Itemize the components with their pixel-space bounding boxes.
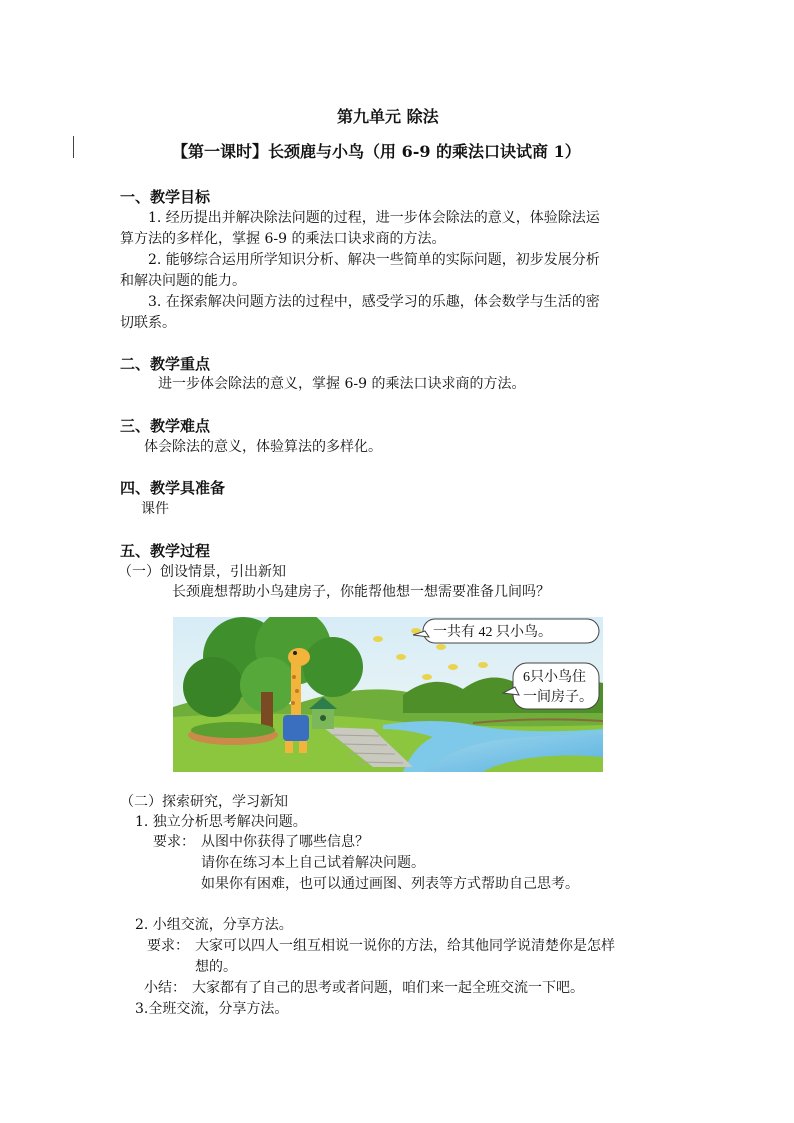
step1-requirement-2: 请你在练习本上自己试着解决问题。: [201, 855, 425, 871]
objective-1-line-1: 1. 经历提出并解决除法问题的过程，进一步体会除法的意义，体验除法运: [148, 210, 600, 226]
step2-requirement-line-2: 想的。: [195, 959, 237, 975]
step2-summary-text: 大家都有了自己的思考或者问题，咱们来一起全班交流一下吧。: [192, 980, 584, 996]
key-points-text: 进一步体会除法的意义，掌握 6-9 的乘法口诀求商的方法。: [158, 376, 526, 392]
objectives-heading: 一、教学目标: [120, 188, 211, 206]
bubble-2-line-1: 6只小鸟住: [523, 670, 586, 685]
step2-summary-label: 小结：: [144, 980, 186, 996]
difficulties-text: 体会除法的意义，体验算法的多样化。: [144, 439, 382, 455]
step3-title: 3.全班交流，分享方法。: [135, 1001, 289, 1017]
step1-requirement-label: 要求：: [153, 834, 195, 850]
margin-line: [73, 136, 74, 158]
step1-requirement-1: 从图中你获得了哪些信息？: [201, 834, 369, 850]
step2-title: 2. 小组交流，分享方法。: [135, 917, 293, 933]
step2-requirement-label: 要求：: [147, 938, 189, 954]
lesson-title: 【第一课时】长颈鹿与小鸟（用 6-9 的乘法口诀试商 1）: [172, 142, 581, 161]
objective-3-line-1: 3. 在探索解决问题方法的过程中，感受学习的乐趣，体会数学与生活的密: [148, 294, 600, 310]
objective-3-line-2: 切联系。: [120, 315, 176, 331]
part1-text: 长颈鹿想帮助小鸟建房子，你能帮他想一想需要准备几间吗？: [172, 584, 550, 600]
unit-title: 第九单元 除法: [337, 107, 439, 126]
process-heading: 五、教学过程: [120, 542, 211, 560]
difficulties-heading: 三、教学难点: [120, 417, 211, 435]
step1-title: 1. 独立分析思考解决问题。: [135, 814, 307, 830]
objective-1-line-2: 算方法的多样化，掌握 6-9 的乘法口诀求商的方法。: [120, 231, 446, 247]
objective-2-line-1: 2. 能够综合运用所学知识分析、解决一些简单的实际问题，初步发展分析: [148, 252, 600, 268]
materials-text: 课件: [141, 501, 169, 517]
bubble-2-line-2: 一间房子。: [523, 690, 593, 705]
speech-bubble-2: [503, 663, 599, 709]
part1-title: （一）创设情景，引出新知: [118, 564, 286, 580]
key-points-heading: 二、教学重点: [120, 355, 211, 373]
illustration-svg: [173, 617, 603, 772]
step2-requirement-line-1: 大家可以四人一组互相说一说你的方法，给其他同学说清楚你是怎样: [195, 938, 615, 954]
bubble-1-text: 一共有 42 只小鸟。: [433, 625, 552, 640]
step1-requirement-3: 如果你有困难，也可以通过画图、列表等方式帮助自己思考。: [201, 876, 579, 892]
part2-title: （二）探索研究，学习新知: [120, 794, 288, 810]
giraffe-bird-illustration: [173, 617, 603, 772]
objective-2-line-2: 和解决问题的能力。: [120, 273, 246, 289]
speech-bubble-1: [413, 619, 599, 643]
materials-heading: 四、教学具准备: [120, 479, 226, 497]
